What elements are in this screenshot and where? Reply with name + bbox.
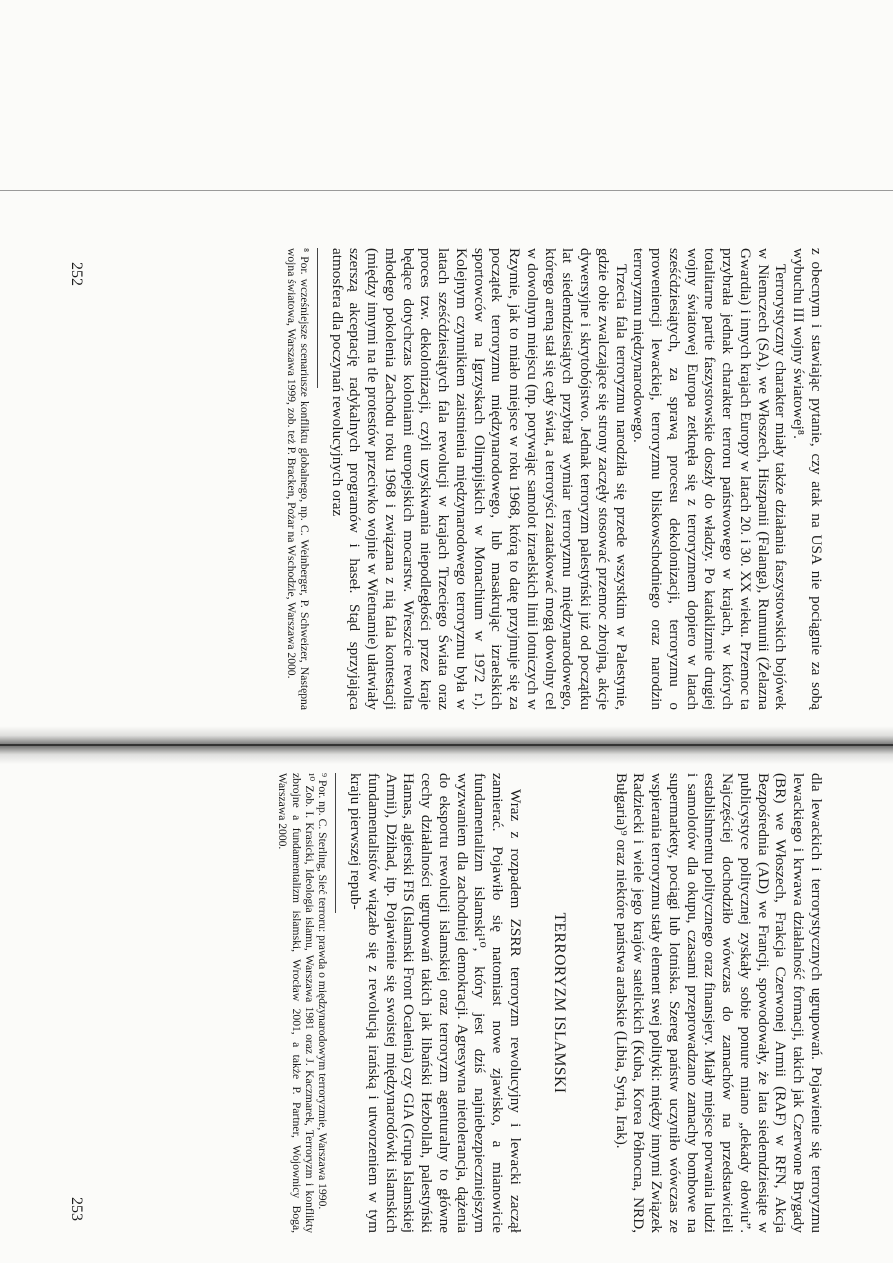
footnote: ⁸ Por. wcześniejsze scenariusze konfliktu globalnego, np. C. Weinberger, P. Schweizer, Następna wojna światowa, Warszawa 1999, zob. też P. Bracken, Pożar na Wschodzie, Warszawa 2000. — [284, 248, 311, 710]
top-edge-rule — [0, 190, 893, 191]
footnote: ¹⁰ Zob. I. Krasicki, Ideologia islamu, Warszawa 1981 oraz J. Kaczmarek, Terroryzm i konflikty zbrojne a fundamentalizm islamski, Wrocław 2001, a także P. Partner, Wojownicy Boga, Warszawa 2000. — [276, 773, 317, 1233]
book-gutter-line — [0, 744, 893, 746]
paragraph: dla lewackich i terrorystycznych ugrupowań. Pojawienie się terroryzmu lewackiego i krwawa działalność formacji, takich jak Czerwone Brygady (BR) we Włoszech, Frakcja Czerwonej Armii (RAF) w RFN, Akcja Bezpośrednia (AD) we Francji, spowodowały, że lata siedemdziesiąte w publicystyce politycznej zyskały sobie ponure miano „dekady ołowiu”. Najczęściej dochodziło wówczas do zamachów na przedstawicieli establishmentu politycznego oraz finansjery. Miały miejsce porwania ludzi i samolotów dla okupu, czasami przeprowadzano zamachy bombowe na supermarkety, pociągi lub lotniska. Szereg państw uczyniło wówczas ze wspierania terroryzmu stały element swej polityki: między innymi Związek Radziecki i wiele jego krajów satelickich (Kuba, Korea Północna, NRD, Bułgaria)⁹ oraz niektóre państwa arabskie (Libia, Syria, Irak). — [612, 773, 825, 1233]
paragraph: z obecnym i stawiając pytanie, czy atak na USA nie pociągnie za sobą wybuchu III wojny światowej⁸. — [790, 248, 825, 710]
right-page — [65, 773, 825, 1233]
paragraph: Trzecia fala terroryzmu narodziła się przede wszystkim w Palestynie, gdzie obie zwalczające się strony zaczęły stosować przemoc zbrojną, akcje dywersyjne i skrytobójstwo. Jednak terroryzm palestyński już od początku lat siedemdziesiątych przybrał wymiar terroryzmu międzynarodowego, którego areną stał się cały świat, a terroryści zaatakować mogą dowolny cel w dowolnym miejscu (np. porywając samolot izraelskich linii lotniczych w Rzymie, jak to miało miejsce w roku 1968, którą to datę przyjmuje się za początek terroryzmu międzynarodowego, lub masakrując izraelskich sportowców na Igrzyskach Olimpijskich w Monachium w 1972 r.). Kolejnym czynnikiem zaistnienia międzynarodowego terroryzmu była w latach sześćdziesiątych fala rewolucji w krajach Trzeciego Świata oraz proces tzw. dekolonizacji, czyli uzyskiwania niepodległości przez kraje będące dotychczas koloniami europejskich mocarstw. Wreszcie rewolta młodego pokolenia Zachodu roku 1968 i związana z nią fala kontestacji (między innymi na tle protestów przeciwko wojnie w Wietnamie) ułatwiały szerszą akceptację radykalnych programów i haseł. Stąd sprzyjająca atmosfera dla poczynań rewolucyjnych oraz — [328, 248, 630, 710]
paragraph: Wraz z rozpadem ZSRR terroryzm rewolucyjny i lewacki zaczął zamierać. Pojawiło się natomiast nowe zjawisko, a mianowicie fundamentalizm islamski¹⁰, który jest dziś najniebezpieczniejszym wyzwaniem dla zachodniej demokracji. Agresywna nietolerancja, dążenia do eksportu rewolucji islamskiej oraz terroryzm agenturalny to główne cechy działalności ugrupowań takich jak libański Hezbollah, palestyński Hamas, algierski FIS (Islamski Front Ocalenia) czy GIA (Grupa Islamskiej Armii), Dżihad, itp. Pojawienie się swoistej międzynarodówki islamskich fundamentalistów wiązało się z rewolucją irańską i utworzeniem w tym kraju pierwszej repub- — [347, 773, 524, 1233]
footnote-rule — [336, 773, 337, 913]
footnote: ⁹ Por. np. C. Sterling, Sieć terroru: prawda o międzynarodowym terroryzmie, Warszawa 1990. — [316, 773, 330, 1210]
footnote-rule — [317, 248, 318, 388]
section-heading: TERRORYZM ISLAMSKI — [551, 912, 568, 1094]
left-page — [65, 248, 825, 710]
paragraph: Terrorystyczny charakter miały także działania faszystowskich bojówek w Niemczech (SA), we Włoszech, Hiszpanii (Falanga), Rumunii (Żelazna Gwardia) i innych krajach Europy w latach 20. i 30. XX wieku. Przemoc ta przybrała jednak charakter terroru państwowego w krajach, w których totalitarne partie faszystowskie doszły do władzy. Po kataklizmie drugiej wojny światowej Europa zetknęła się z terroryzmem dopiero w latach sześćdziesiątych, za sprawą procesu dekolonizacji, terroryzmu o proweniencji lewackiej, terroryzmu bliskowschodniego oraz narodzin terroryzmu międzynarodowego. — [630, 248, 790, 710]
page-number-right: 253 — [68, 1197, 85, 1221]
page-number-left: 252 — [68, 262, 85, 286]
